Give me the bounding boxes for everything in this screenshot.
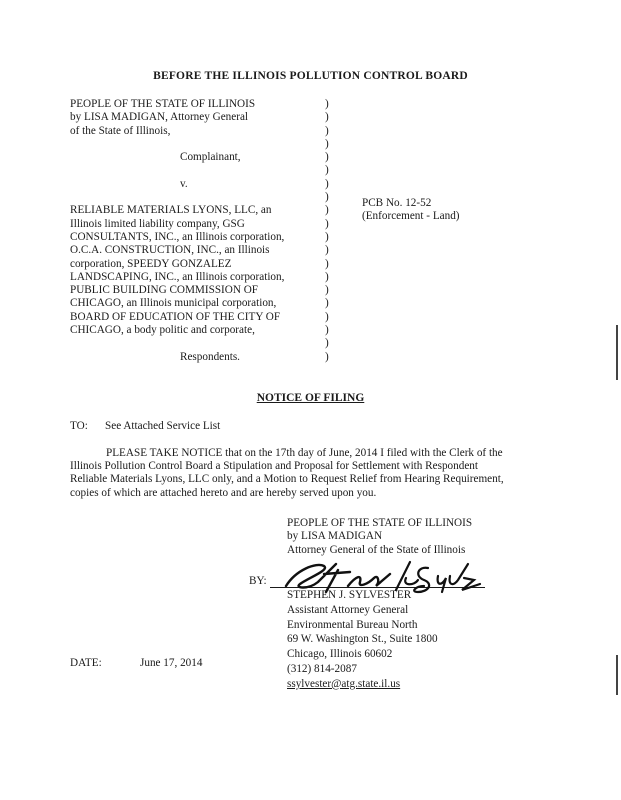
to-label: TO:	[70, 420, 88, 432]
caption-paren: )	[325, 111, 329, 124]
caption-paren: )	[325, 257, 329, 270]
respondent-line: LANDSCAPING, INC., an Illinois corporation,	[70, 270, 285, 283]
signer-email-link[interactable]: ssylvester@atg.state.il.us	[287, 677, 401, 690]
signer-city: Chicago, Illinois 60602	[287, 648, 393, 661]
scan-edge-mark	[616, 655, 618, 695]
versus-label: v.	[180, 177, 188, 190]
respondent-line: CHICAGO, a body politic and corporate,	[70, 324, 255, 337]
respondent-line: corporation, SPEEDY GONZALEZ	[70, 257, 232, 270]
caption-paren: )	[325, 284, 329, 297]
notice-body	[70, 447, 560, 500]
respondent-line: CONSULTANTS, INC., an Illinois corporation,	[70, 230, 285, 243]
caption-paren: )	[325, 164, 329, 177]
by-label: BY:	[249, 575, 267, 587]
caption-paren: )	[325, 270, 329, 283]
caption-paren: )	[325, 230, 329, 243]
caption-paren-column	[325, 98, 329, 364]
caption-paren: )	[325, 310, 329, 323]
respondent-line: BOARD OF EDUCATION OF THE CITY OF	[70, 310, 281, 323]
complainant-label: Complainant,	[180, 151, 241, 164]
body-line: PLEASE TAKE NOTICE that on the 17th day of June, 2014 I filed with the Clerk of the	[106, 447, 503, 459]
body-line: copies of which are attached hereto and are hereby served upon you.	[70, 486, 377, 499]
date-label: DATE:	[70, 657, 102, 669]
respondent-line: O.C.A. CONSTRUCTION, INC., an Illinois	[70, 244, 270, 257]
case-number: PCB No. 12-52	[362, 197, 432, 209]
signer-bureau: Environmental Bureau North	[287, 618, 418, 631]
caption-paren: )	[325, 191, 329, 204]
caption-paren: )	[325, 98, 329, 110]
signer-address: 69 W. Washington St., Suite 1800	[287, 633, 438, 646]
caption-paren: )	[325, 204, 329, 217]
party-block	[287, 517, 472, 557]
to-recipient: See Attached Service List	[105, 420, 221, 432]
notice-title: NOTICE OF FILING	[256, 392, 365, 404]
party-line: PEOPLE OF THE STATE OF ILLINOIS	[287, 517, 473, 529]
case-number-block	[362, 197, 460, 223]
respondent-line: CHICAGO, an Illinois municipal corporation,	[70, 297, 277, 310]
respondent-line: RELIABLE MATERIALS LYONS, LLC, an	[70, 204, 272, 217]
caption-paren: )	[325, 217, 329, 230]
signer-name: STEPHEN J. SYLVESTER	[287, 589, 412, 601]
caption-paren: )	[325, 177, 329, 190]
caption-paren: )	[325, 324, 329, 337]
date-value: June 17, 2014	[140, 657, 203, 669]
party-line: by LISA MADIGAN	[287, 530, 383, 543]
body-line: Illinois Pollution Control Board a Stipulation and Proposal for Settlement with Respondent	[70, 460, 479, 473]
caption-paren: )	[325, 137, 329, 150]
complainant-line: of the State of Illinois,	[70, 124, 171, 137]
body-line: Reliable Materials Lyons, LLC only, and a Motion to Request Relief from Hearing Requirement,	[70, 473, 504, 486]
caption-paren: )	[325, 337, 329, 350]
signer-title: Assistant Attorney General	[287, 603, 409, 616]
signer-block	[287, 589, 438, 693]
document-title: BEFORE THE ILLINOIS POLLUTION CONTROL BOARD	[153, 70, 468, 82]
respondents-label: Respondents.	[180, 350, 240, 363]
caption-paren: )	[325, 151, 329, 164]
respondent-line: Illinois limited liability company, GSG	[70, 217, 245, 230]
respondent-line: PUBLIC BUILDING COMMISSION OF	[70, 284, 259, 297]
caption-paren: )	[325, 244, 329, 257]
caption-paren: )	[325, 350, 329, 363]
caption-paren: )	[325, 297, 329, 310]
party-line: Attorney General of the State of Illinois	[287, 543, 466, 556]
case-caption	[70, 98, 284, 364]
signer-phone: (312) 814-2087	[287, 662, 357, 675]
scan-edge-mark	[616, 325, 618, 380]
complainant-line: PEOPLE OF THE STATE OF ILLINOIS	[70, 98, 256, 110]
complainant-line: by LISA MADIGAN, Attorney General	[70, 111, 249, 124]
case-type: (Enforcement - Land)	[362, 210, 460, 223]
caption-paren: )	[325, 124, 329, 137]
